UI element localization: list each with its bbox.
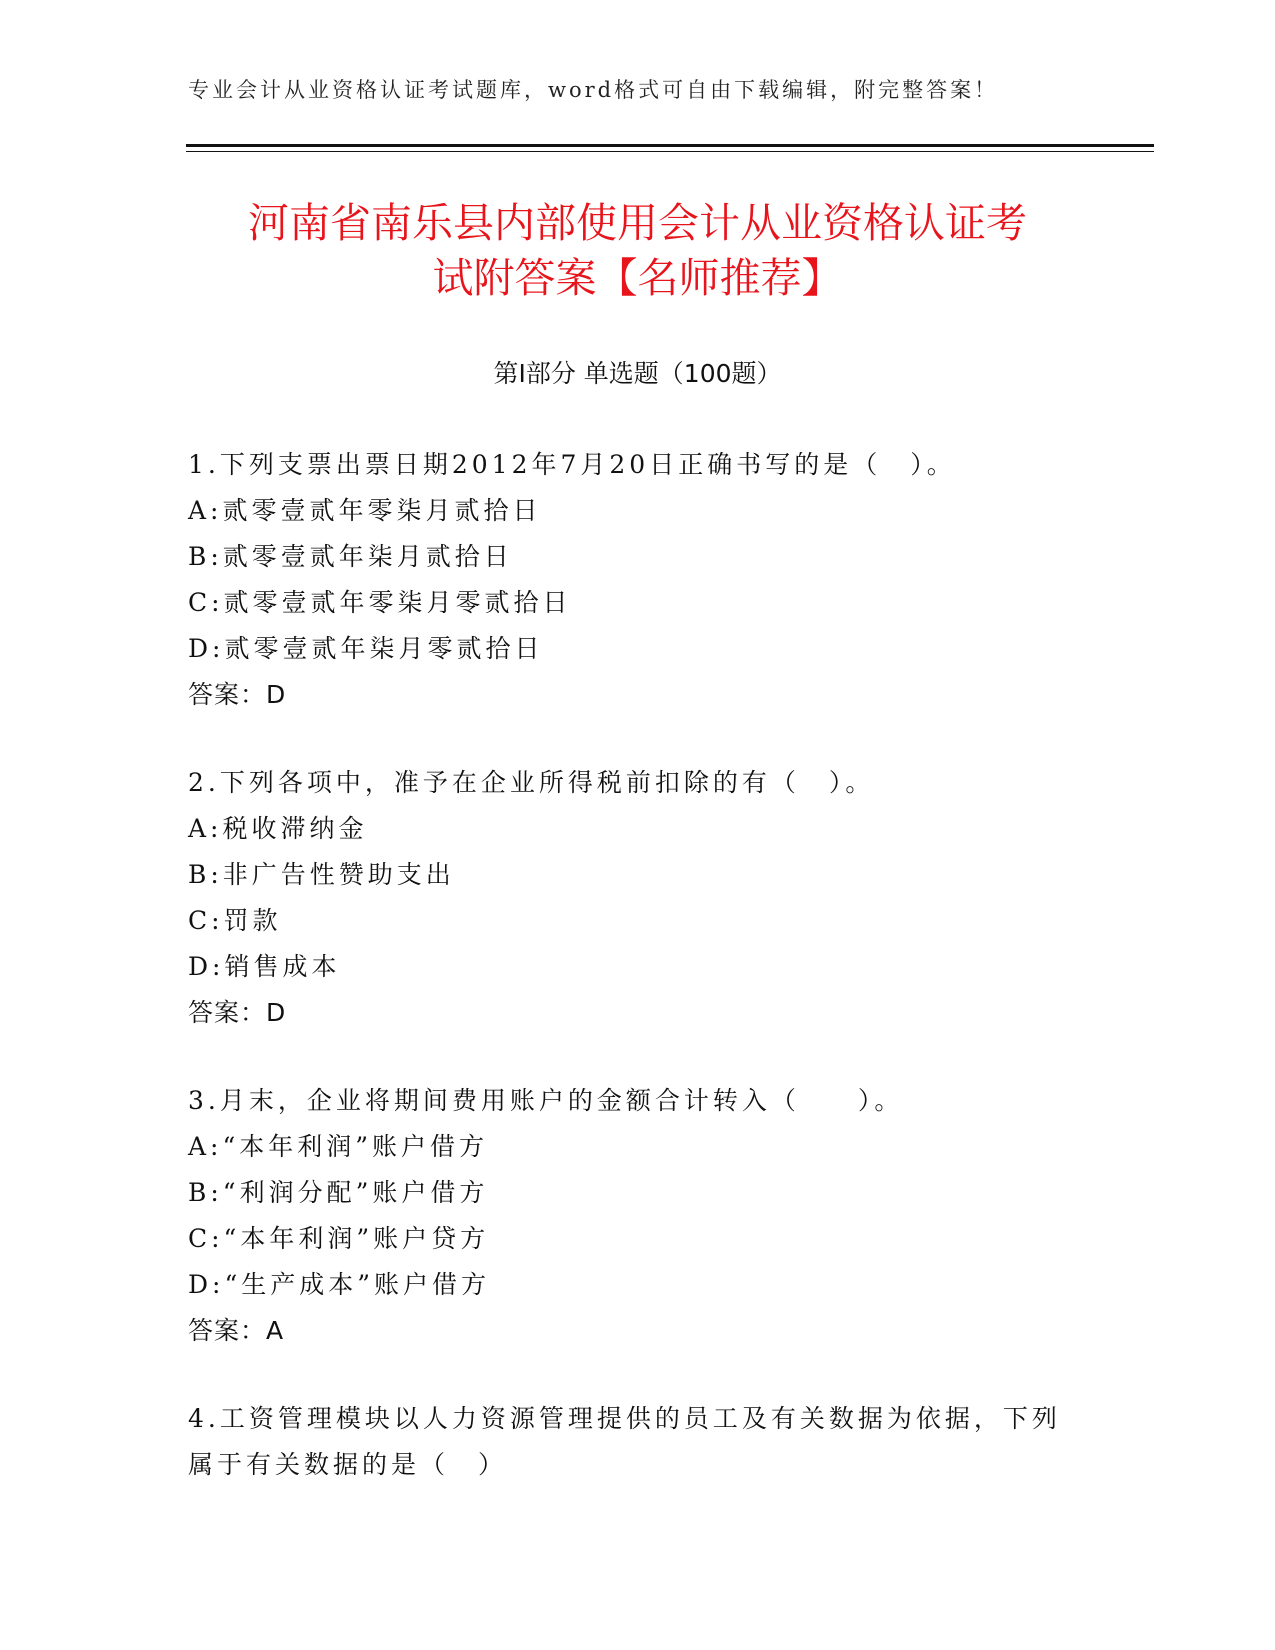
option-d: D:“生产成本”账户借方	[188, 1270, 491, 1299]
question-list	[188, 442, 1088, 1530]
option-b: B:非广告性赞助支出	[188, 860, 455, 889]
document-title	[160, 196, 1115, 306]
question-2	[188, 760, 1088, 1036]
option-a: A:税收滞纳金	[188, 814, 368, 843]
header-rule-thin	[186, 151, 1154, 152]
option-d: D:销售成本	[188, 952, 341, 981]
answer: 答案：D	[188, 680, 287, 709]
title-line-1: 河南省南乐县内部使用会计从业资格认证考	[248, 199, 1027, 247]
header-note: 专业会计从业资格认证考试题库，word格式可自由下载编辑，附完整答案！	[188, 78, 999, 102]
answer: 答案：A	[188, 1316, 285, 1345]
question-stem: 3.月末，企业将期间费用账户的金额合计转入（ ）。	[188, 1086, 904, 1115]
option-c: C:贰零壹贰年零柒月零贰拾日	[188, 588, 572, 617]
section-heading: 第Ⅰ部分 单选题（100题）	[493, 359, 782, 388]
option-c: C:罚款	[188, 906, 282, 935]
answer: 答案：D	[188, 998, 287, 1027]
option-b: B:“利润分配”账户借方	[188, 1178, 489, 1207]
header-rule-thick	[186, 144, 1154, 147]
question-stem-line-1: 4.工资管理模块以人力资源管理提供的员工及有关数据为依据，下列	[188, 1404, 1061, 1433]
option-b: B:贰零壹贰年柒月贰拾日	[188, 542, 513, 571]
option-d: D:贰零壹贰年柒月零贰拾日	[188, 634, 544, 663]
option-c: C:“本年利润”账户贷方	[188, 1224, 490, 1253]
title-line-2: 试附答案【名师推荐】	[432, 254, 843, 302]
question-stem: 2.下列各项中，准予在企业所得税前扣除的有（ ）。	[188, 768, 875, 797]
question-1	[188, 442, 1088, 718]
question-stem: 1.下列支票出票日期2012年7月20日正确书写的是（ ）。	[188, 450, 956, 479]
question-stem-line-2: 属于有关数据的是（ ）	[188, 1450, 508, 1479]
question-4	[188, 1396, 1088, 1488]
option-a: A:“本年利润”账户借方	[188, 1132, 489, 1161]
option-a: A:贰零壹贰年零柒月贰拾日	[188, 496, 542, 525]
question-3	[188, 1078, 1088, 1354]
